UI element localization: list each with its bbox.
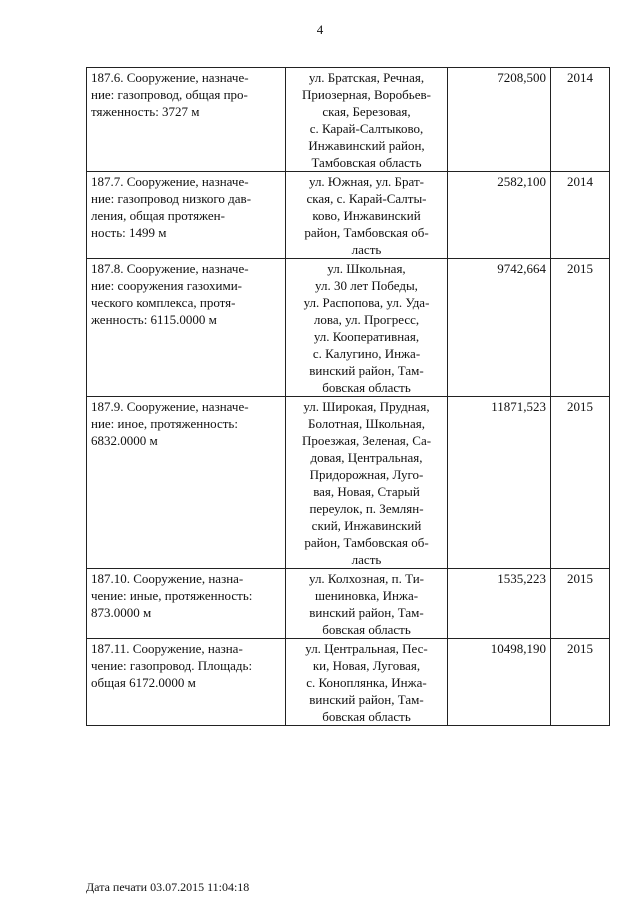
property-register-table — [86, 67, 610, 726]
page-number: 4 — [316, 22, 324, 37]
table-row — [87, 172, 610, 259]
object-description-line: ние: сооружения газохими- — [91, 278, 243, 293]
object-address-line: бовская область — [322, 622, 411, 637]
object-address-line: район, Тамбовская об- — [304, 535, 429, 550]
object-address-line: довая, Центральная, — [310, 450, 423, 465]
object-year-cell: 2015 — [551, 569, 610, 639]
object-description-line: ления, общая протяжен- — [91, 208, 225, 223]
table-row — [87, 259, 610, 397]
object-description-line: ние: иное, протяженность: — [91, 416, 238, 431]
object-address-line: лова, ул. Прогресс, — [313, 312, 420, 327]
object-address-line: Болотная, Школьная, — [308, 416, 425, 431]
object-description-cell — [87, 172, 286, 259]
object-address-cell — [286, 259, 448, 397]
object-address-line: переулок, п. Землян- — [309, 501, 424, 516]
table-row — [87, 397, 610, 569]
object-address-line: ул. Широкая, Прудная, — [303, 399, 430, 414]
object-description-line: женность: 6115.0000 м — [91, 312, 217, 327]
object-address-line: ул. Кооперативная, — [313, 329, 420, 344]
object-description-line: 187.7. Сооружение, назначе- — [91, 174, 249, 189]
object-address-line: бовская область — [322, 709, 411, 724]
object-description-line: 187.6. Сооружение, назначе- — [91, 70, 249, 85]
print-date-footer: Дата печати 03.07.2015 11:04:18 — [86, 880, 250, 894]
object-description-line: ческого комплекса, протя- — [91, 295, 236, 310]
object-description-line: ние: газопровод, общая про- — [91, 87, 248, 102]
object-description-line: чение: газопровод. Площадь: — [91, 658, 253, 673]
object-year-cell: 2015 — [551, 259, 610, 397]
object-value-cell: 9742,664 — [448, 259, 551, 397]
object-address-line: ул. Школьная, — [327, 261, 406, 276]
object-address-line: ская, с. Карай-Салты- — [306, 191, 427, 206]
object-year-cell: 2014 — [551, 172, 610, 259]
object-address-line: Проезжая, Зеленая, Са- — [301, 433, 432, 448]
object-description-line: 187.9. Сооружение, назначе- — [91, 399, 249, 414]
object-description-line: ние: газопровод низкого дав- — [91, 191, 252, 206]
object-value-cell: 2582,100 — [448, 172, 551, 259]
object-description-cell — [87, 569, 286, 639]
object-address-line: винский район, Там- — [309, 363, 424, 378]
object-description-line: чение: иные, протяженность: — [91, 588, 253, 603]
object-description-cell — [87, 397, 286, 569]
object-address-line: Придорожная, Луго- — [309, 467, 424, 482]
object-address-line: ки, Новая, Луговая, — [312, 658, 421, 673]
object-description-cell — [87, 68, 286, 172]
object-year-cell: 2015 — [551, 397, 610, 569]
object-description-line: 873.0000 м — [91, 605, 152, 620]
table-row — [87, 569, 610, 639]
table-row — [87, 639, 610, 726]
object-address-cell — [286, 68, 448, 172]
object-value-cell: 10498,190 — [448, 639, 551, 726]
object-address-line: ково, Инжавинский — [312, 208, 421, 223]
object-address-line: ул. Братская, Речная, — [308, 70, 425, 85]
object-description-line: ность: 1499 м — [91, 225, 167, 240]
object-address-line: ул. Южная, ул. Брат- — [309, 174, 424, 189]
object-address-line: винский район, Там- — [309, 692, 424, 707]
object-address-line: ласть — [351, 242, 382, 257]
object-address-line: Тамбовская область — [311, 155, 422, 170]
object-address-line: ласть — [351, 552, 382, 567]
object-address-line: с. Калугино, Инжа- — [312, 346, 421, 361]
object-address-line: ский, Инжавинский — [311, 518, 422, 533]
object-address-line: вая, Новая, Старый — [313, 484, 420, 499]
object-value-cell: 11871,523 — [448, 397, 551, 569]
object-value-cell: 7208,500 — [448, 68, 551, 172]
object-description-line: 187.10. Сооружение, назна- — [91, 571, 244, 586]
object-address-cell — [286, 397, 448, 569]
object-address-line: с. Коноплянка, Инжа- — [306, 675, 427, 690]
object-description-line: 187.8. Сооружение, назначе- — [91, 261, 249, 276]
object-address-line: Инжавинский район, — [308, 138, 425, 153]
table-row — [87, 68, 610, 172]
object-address-line: винский район, Там- — [309, 605, 424, 620]
object-address-line: бовская область — [322, 380, 411, 395]
object-address-line: ул. Колхозная, п. Ти- — [309, 571, 424, 586]
object-address-line: Приозерная, Воробьев- — [302, 87, 431, 102]
object-address-line: ская, Березовая, — [322, 104, 411, 119]
object-value-cell: 1535,223 — [448, 569, 551, 639]
object-address-line: с. Карай-Салтыково, — [309, 121, 424, 136]
object-description-line: тяженность: 3727 м — [91, 104, 200, 119]
object-description-line: 6832.0000 м — [91, 433, 158, 448]
object-address-line: ул. Центральная, Пес- — [305, 641, 428, 656]
object-address-line: район, Тамбовская об- — [304, 225, 429, 240]
object-address-line: шениновка, Инжа- — [314, 588, 419, 603]
object-address-cell — [286, 172, 448, 259]
object-description-cell — [87, 639, 286, 726]
object-address-cell — [286, 569, 448, 639]
object-description-line: 187.11. Сооружение, назна- — [91, 641, 243, 656]
object-description-line: общая 6172.0000 м — [91, 675, 196, 690]
object-year-cell: 2015 — [551, 639, 610, 726]
object-year-cell: 2014 — [551, 68, 610, 172]
object-address-line: ул. Распопова, ул. Уда- — [303, 295, 430, 310]
object-description-cell — [87, 259, 286, 397]
object-address-cell — [286, 639, 448, 726]
object-address-line: ул. 30 лет Победы, — [315, 278, 418, 293]
